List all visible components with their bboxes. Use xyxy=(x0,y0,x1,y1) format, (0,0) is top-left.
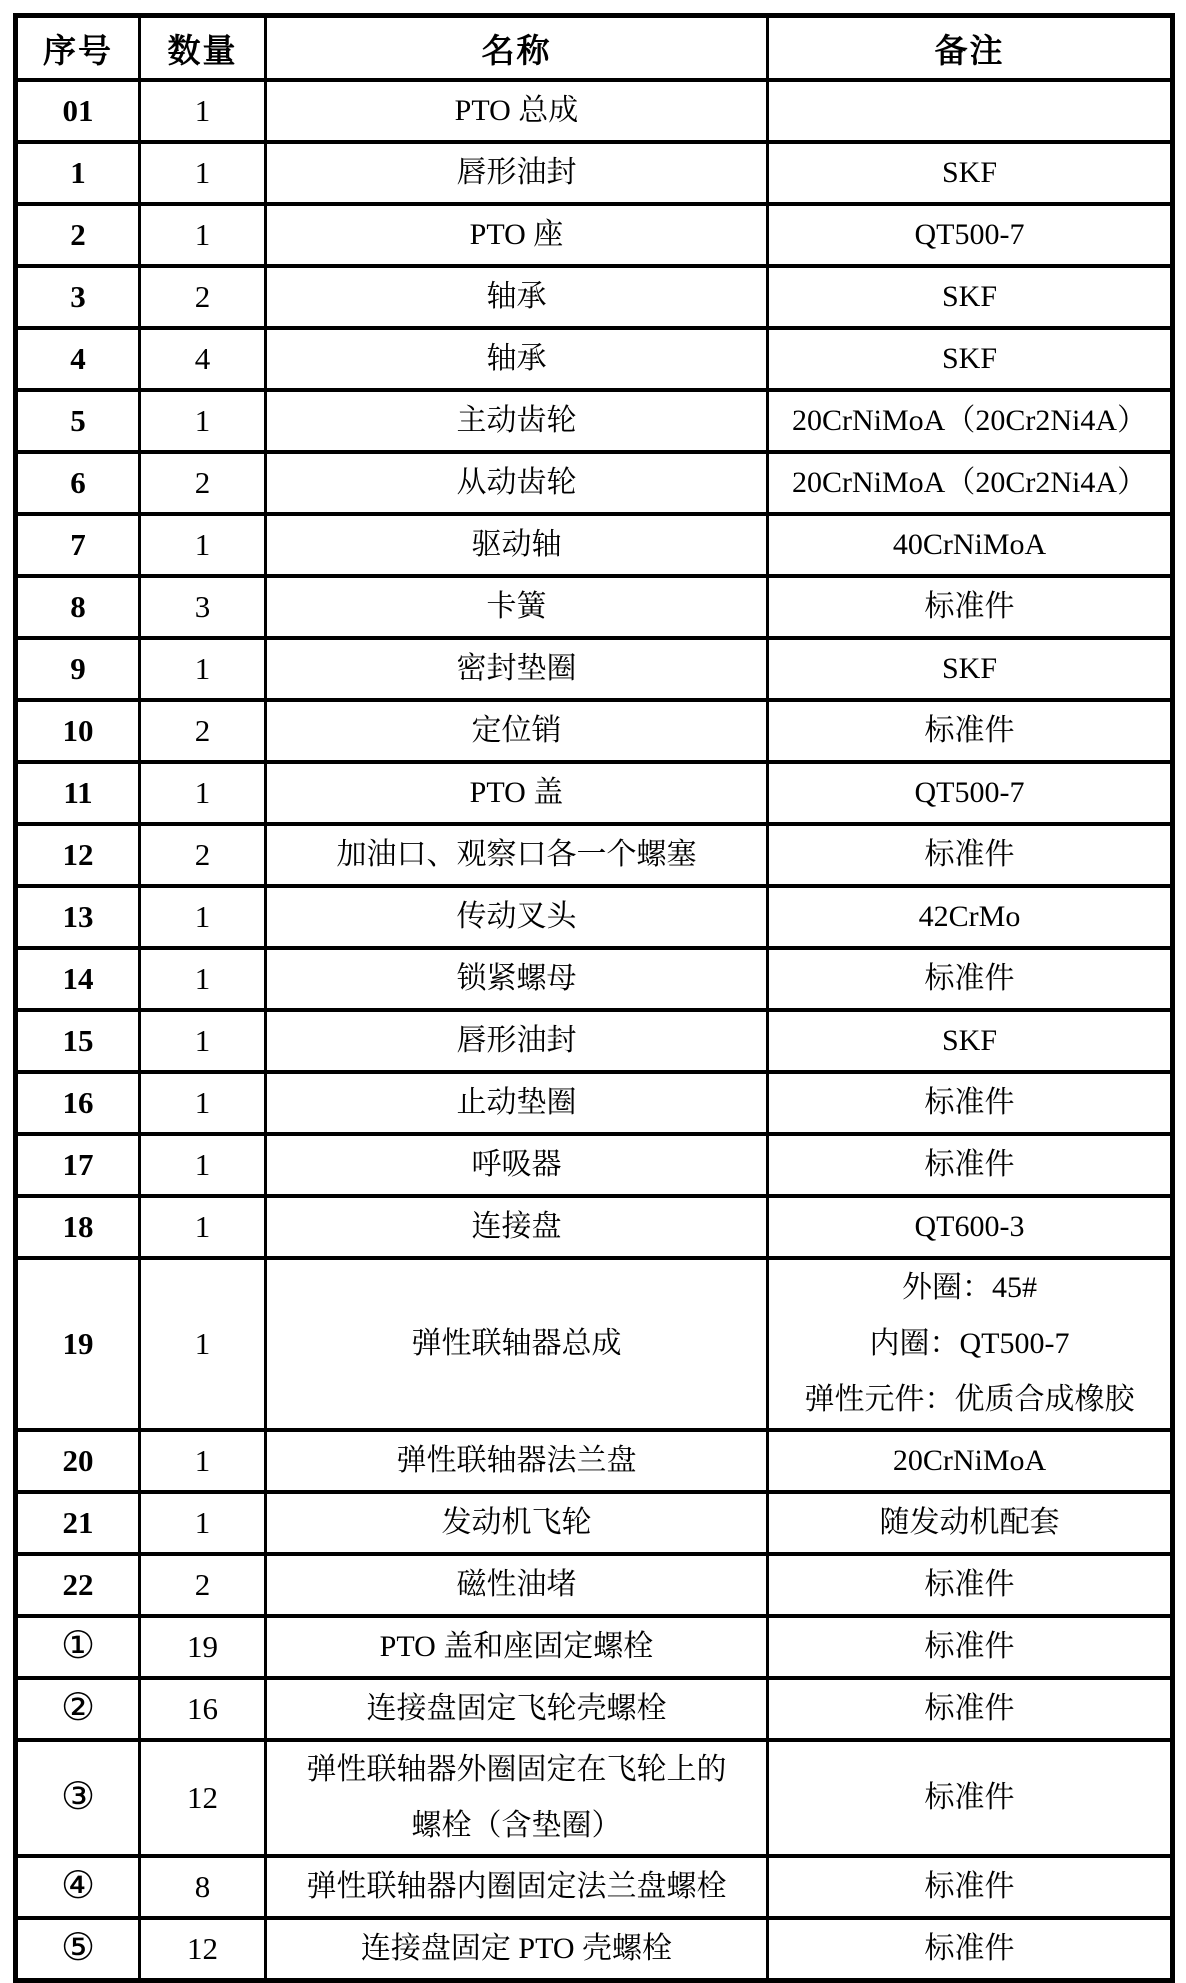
name-cell: 弹性联轴器外圈固定在飞轮上的 螺栓（含垫圈） xyxy=(266,1740,768,1856)
remark-cell: SKF xyxy=(768,1010,1173,1072)
table-row xyxy=(16,1554,1173,1616)
serial-cell: 9 xyxy=(16,638,140,700)
qty-cell: 1 xyxy=(140,390,266,452)
name-cell: 磁性油堵 xyxy=(266,1554,768,1616)
name-cell: 连接盘 xyxy=(266,1196,768,1258)
qty-cell: 1 xyxy=(140,1430,266,1492)
qty-cell: 1 xyxy=(140,886,266,948)
serial-cell: 3 xyxy=(16,266,140,328)
qty-cell: 1 xyxy=(140,1258,266,1430)
qty-cell: 16 xyxy=(140,1678,266,1740)
serial-cell: 19 xyxy=(16,1258,140,1430)
name-cell: 从动齿轮 xyxy=(266,452,768,514)
serial-cell: 2 xyxy=(16,204,140,266)
serial-cell: 21 xyxy=(16,1492,140,1554)
remark-cell: 标准件 xyxy=(768,1740,1173,1856)
serial-cell: 16 xyxy=(16,1072,140,1134)
serial-cell: 14 xyxy=(16,948,140,1010)
table-row xyxy=(16,638,1173,700)
table-row xyxy=(16,1856,1173,1918)
remark-cell: 标准件 xyxy=(768,1856,1173,1918)
qty-cell: 1 xyxy=(140,514,266,576)
table-row xyxy=(16,1678,1173,1740)
table-row xyxy=(16,266,1173,328)
name-cell: 连接盘固定 PTO 壳螺栓 xyxy=(266,1918,768,1981)
remark-cell: SKF xyxy=(768,328,1173,390)
table-row xyxy=(16,1616,1173,1678)
qty-cell: 2 xyxy=(140,266,266,328)
name-cell: 弹性联轴器总成 xyxy=(266,1258,768,1430)
qty-cell: 1 xyxy=(140,80,266,142)
serial-cell: 15 xyxy=(16,1010,140,1072)
qty-cell: 12 xyxy=(140,1740,266,1856)
name-cell: PTO 座 xyxy=(266,204,768,266)
name-cell: 密封垫圈 xyxy=(266,638,768,700)
qty-cell: 2 xyxy=(140,824,266,886)
name-cell: PTO 总成 xyxy=(266,80,768,142)
serial-cell: 8 xyxy=(16,576,140,638)
qty-cell: 1 xyxy=(140,1010,266,1072)
name-cell: 呼吸器 xyxy=(266,1134,768,1196)
serial-cell: 6 xyxy=(16,452,140,514)
remark-cell: 标准件 xyxy=(768,1134,1173,1196)
name-cell: 定位销 xyxy=(266,700,768,762)
remark-cell: 标准件 xyxy=(768,948,1173,1010)
parts-table xyxy=(13,13,1175,1983)
name-cell: 轴承 xyxy=(266,266,768,328)
qty-cell: 1 xyxy=(140,948,266,1010)
table-row xyxy=(16,1918,1173,1981)
table-row xyxy=(16,1430,1173,1492)
remark-cell: 标准件 xyxy=(768,1072,1173,1134)
remark-cell: 20CrNiMoA（20Cr2Ni4A） xyxy=(768,452,1173,514)
remark-cell: 42CrMo xyxy=(768,886,1173,948)
qty-cell: 1 xyxy=(140,638,266,700)
serial-cell: ④ xyxy=(16,1856,140,1918)
qty-cell: 1 xyxy=(140,1134,266,1196)
name-cell: 加油口、观察口各一个螺塞 xyxy=(266,824,768,886)
table-row xyxy=(16,1258,1173,1430)
table-row xyxy=(16,1740,1173,1856)
qty-cell: 2 xyxy=(140,452,266,514)
qty-cell: 4 xyxy=(140,328,266,390)
name-cell: 传动叉头 xyxy=(266,886,768,948)
serial-cell: ③ xyxy=(16,1740,140,1856)
remark-cell: 标准件 xyxy=(768,1918,1173,1981)
name-cell: PTO 盖和座固定螺栓 xyxy=(266,1616,768,1678)
qty-cell: 1 xyxy=(140,762,266,824)
serial-cell: 20 xyxy=(16,1430,140,1492)
serial-cell: 18 xyxy=(16,1196,140,1258)
qty-cell: 1 xyxy=(140,204,266,266)
remark-cell: 外圈：45# 内圈：QT500-7 弹性元件：优质合成橡胶 xyxy=(768,1258,1173,1430)
serial-cell: 17 xyxy=(16,1134,140,1196)
table-row xyxy=(16,1492,1173,1554)
qty-cell: 19 xyxy=(140,1616,266,1678)
name-cell: 唇形油封 xyxy=(266,1010,768,1072)
serial-cell: 4 xyxy=(16,328,140,390)
qty-cell: 12 xyxy=(140,1918,266,1981)
serial-cell: 22 xyxy=(16,1554,140,1616)
remark-cell: 标准件 xyxy=(768,1678,1173,1740)
serial-cell: 1 xyxy=(16,142,140,204)
table-row xyxy=(16,824,1173,886)
remark-cell: 标准件 xyxy=(768,824,1173,886)
table-row xyxy=(16,328,1173,390)
remark-cell: 标准件 xyxy=(768,576,1173,638)
table-row xyxy=(16,886,1173,948)
header-qty: 数量 xyxy=(140,16,266,81)
table-row xyxy=(16,1134,1173,1196)
table-row xyxy=(16,80,1173,142)
remark-cell: SKF xyxy=(768,142,1173,204)
remark-cell: 标准件 xyxy=(768,1616,1173,1678)
qty-cell: 8 xyxy=(140,1856,266,1918)
name-cell: 唇形油封 xyxy=(266,142,768,204)
parts-table-body xyxy=(16,80,1173,1981)
remark-cell: SKF xyxy=(768,638,1173,700)
table-row xyxy=(16,1072,1173,1134)
table-row xyxy=(16,700,1173,762)
serial-cell: 11 xyxy=(16,762,140,824)
table-row xyxy=(16,576,1173,638)
table-row xyxy=(16,514,1173,576)
header-remark: 备注 xyxy=(768,16,1173,81)
name-cell: 弹性联轴器内圈固定法兰盘螺栓 xyxy=(266,1856,768,1918)
name-cell: 弹性联轴器法兰盘 xyxy=(266,1430,768,1492)
header-name: 名称 xyxy=(266,16,768,81)
name-cell: 主动齿轮 xyxy=(266,390,768,452)
remark-cell: 20CrNiMoA xyxy=(768,1430,1173,1492)
remark-cell xyxy=(768,80,1173,142)
name-cell: 止动垫圈 xyxy=(266,1072,768,1134)
header-row xyxy=(16,16,1173,81)
name-cell: PTO 盖 xyxy=(266,762,768,824)
remark-cell: SKF xyxy=(768,266,1173,328)
remark-cell: 40CrNiMoA xyxy=(768,514,1173,576)
serial-cell: 12 xyxy=(16,824,140,886)
remark-cell: 标准件 xyxy=(768,700,1173,762)
remark-cell: 标准件 xyxy=(768,1554,1173,1616)
name-cell: 驱动轴 xyxy=(266,514,768,576)
name-cell: 卡簧 xyxy=(266,576,768,638)
name-cell: 发动机飞轮 xyxy=(266,1492,768,1554)
header-serial: 序号 xyxy=(16,16,140,81)
serial-cell: ② xyxy=(16,1678,140,1740)
serial-cell: ① xyxy=(16,1616,140,1678)
table-row xyxy=(16,762,1173,824)
table-row xyxy=(16,142,1173,204)
table-row xyxy=(16,452,1173,514)
remark-cell: QT600-3 xyxy=(768,1196,1173,1258)
qty-cell: 2 xyxy=(140,700,266,762)
name-cell: 连接盘固定飞轮壳螺栓 xyxy=(266,1678,768,1740)
table-row xyxy=(16,1010,1173,1072)
serial-cell: ⑤ xyxy=(16,1918,140,1981)
qty-cell: 2 xyxy=(140,1554,266,1616)
qty-cell: 1 xyxy=(140,1196,266,1258)
remark-cell: 20CrNiMoA（20Cr2Ni4A） xyxy=(768,390,1173,452)
qty-cell: 3 xyxy=(140,576,266,638)
remark-cell: QT500-7 xyxy=(768,762,1173,824)
remark-cell: 随发动机配套 xyxy=(768,1492,1173,1554)
table-row xyxy=(16,204,1173,266)
name-cell: 锁紧螺母 xyxy=(266,948,768,1010)
name-cell: 轴承 xyxy=(266,328,768,390)
table-row xyxy=(16,948,1173,1010)
parts-table-header xyxy=(16,16,1173,81)
qty-cell: 1 xyxy=(140,1492,266,1554)
qty-cell: 1 xyxy=(140,142,266,204)
serial-cell: 01 xyxy=(16,80,140,142)
table-row xyxy=(16,390,1173,452)
remark-cell: QT500-7 xyxy=(768,204,1173,266)
table-row xyxy=(16,1196,1173,1258)
qty-cell: 1 xyxy=(140,1072,266,1134)
serial-cell: 10 xyxy=(16,700,140,762)
serial-cell: 13 xyxy=(16,886,140,948)
serial-cell: 5 xyxy=(16,390,140,452)
serial-cell: 7 xyxy=(16,514,140,576)
